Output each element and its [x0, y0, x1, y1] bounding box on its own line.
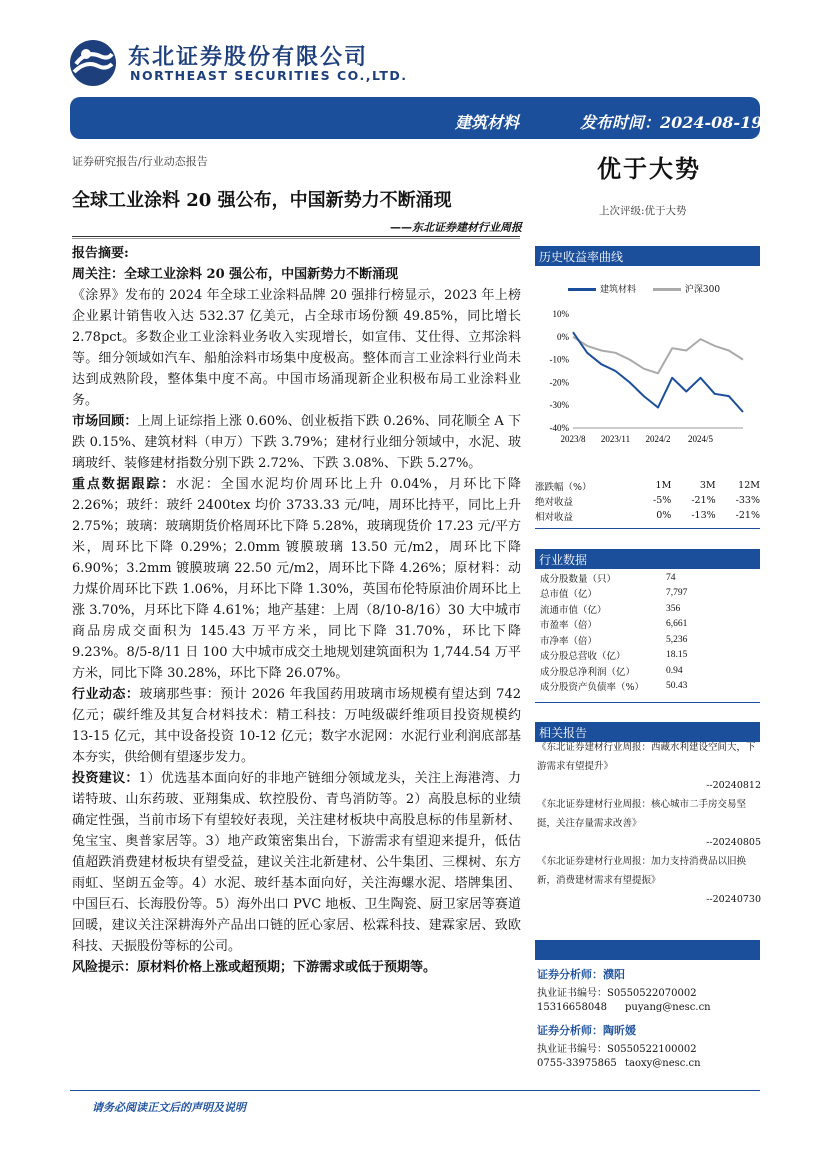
market-row	[540, 570, 687, 586]
legend-label-0: 建筑材料	[600, 285, 637, 295]
market-value: 18.15	[666, 650, 688, 661]
market-section-bar	[535, 549, 760, 569]
analyst-name: 证券分析师：濮阳	[537, 968, 625, 981]
para-text: 上周上证综指上涨 0.60%、创业板指下跌 0.26%、同花顺全 A 下跌 0.15%、建筑材料（申万）下跌 3.79%；建材行业细分领域中，水泥、玻璃玻纤、装修建材指数分别下跌 2.72%、下跌 3.08%、下跌 5.27%。	[72, 414, 521, 471]
related-report-link[interactable]: 《东北证券建材行业周报：加力支持消费品以旧换新，消费建材需求有望提振》	[537, 856, 747, 886]
perf-header: 3M	[699, 480, 716, 491]
para-text: 水泥：全国水泥均价周环比上升 0.04%，月环比下降 2.26%；玻纤：玻纤 2400tex 均价 3733.33 元/吨，周环比持平，同比上升 2.75%；玻璃：玻璃期货价格周环比下降 5.28%，玻璃现货价 17.23 元/平方米，周环比下降 0.29%；2.0mm 镀膜玻璃 13.50 元/m2，周环比下降 6.90%；3.2mm 镀膜玻璃 22.50 元/m2，周环比下降 4.26%；原材料：动力煤价周环比下跌 1.06%，月环比下降 1.30%，英国布伦特原油价周环比上涨 3.70%，月环比下降 4.61%；地产基建：上周（8/10-8/16）30 大中城市商品房成交面积为 145.43 万平方米，同比下降 31.70%，环比下降 9.23%。8/5-8/11 日 100 大中城市成交土地规划建筑面积为 1,744.54 万平方米，同比下降 30.28%，环比下降 26.07%。	[72, 477, 521, 681]
body-para-4	[72, 684, 521, 768]
market-data-table	[540, 570, 687, 694]
analyst-license: 执业证书编号：S0550522100002	[537, 1044, 697, 1055]
body-para-2	[72, 411, 521, 474]
related-report-date: --20240805	[706, 837, 761, 848]
para-head: 重点数据跟踪：	[72, 477, 177, 492]
market-label: 成分股数量（只）	[540, 573, 617, 585]
perf-row	[535, 493, 760, 508]
perf-cell: -33%	[735, 495, 760, 506]
market-label: 流通市值（亿）	[540, 604, 607, 616]
market-section-title: 行业数据	[539, 553, 588, 567]
report-body	[72, 264, 521, 978]
perf-header: 涨跌幅（%）	[535, 481, 592, 493]
market-row	[540, 632, 687, 648]
chart-legend	[568, 282, 720, 295]
report-subtitle: ——东北证券建材行业周报	[390, 221, 522, 234]
chart-section-bar	[535, 246, 760, 266]
chart-section-title: 历史收益率曲线	[539, 250, 624, 264]
return-chart	[535, 300, 760, 450]
para-head: 行业动态：	[72, 687, 140, 702]
summary-label: 报告摘要:	[72, 246, 129, 261]
perf-cell: -21%	[691, 495, 716, 506]
y-tick-label: -10%	[549, 354, 569, 365]
para-text: 玻璃那些事：预计 2026 年我国药用玻璃市场规模有望达到 742 亿元；碳纤维及其复合材料技术：精工科技：万吨级碳纤维项目投资规模约 13-15 亿元，其中设备投资 10-12 亿元；数字水泥网：水泥行业利润底部基本夯实，供给侧有望逐步发力。	[72, 687, 521, 765]
market-value: 356	[666, 603, 681, 614]
perf-header: 12M	[738, 480, 760, 491]
perf-cell: 相对收益	[535, 511, 574, 523]
body-para-1	[72, 285, 521, 411]
legend-label-1: 沪深300	[684, 285, 721, 295]
market-label: 成分股总净利润（亿）	[540, 666, 636, 678]
footer-rule	[70, 1090, 760, 1091]
market-label: 成分股资产负债率（%）	[540, 682, 645, 694]
body-para-6	[72, 957, 521, 978]
x-tick-label: 2023/8	[560, 434, 586, 444]
perf-rule	[535, 528, 760, 529]
analyst-phone: 0755-33975865	[537, 1058, 617, 1069]
reports-section-title: 相关报告	[539, 726, 588, 740]
related-report-link[interactable]: 《东北证券建材行业周报：核心城市二手房交易坚挺，关注存量需求改善》	[537, 799, 747, 829]
perf-cell: -5%	[653, 495, 672, 506]
perf-cell: -21%	[735, 510, 760, 521]
company-name-cn: 东北证券股份有限公司	[128, 45, 369, 70]
related-report-date: --20240812	[706, 780, 761, 791]
perf-header-row	[535, 478, 760, 493]
rating: 优于大势	[597, 154, 701, 183]
y-tick-label: -20%	[549, 377, 569, 388]
analyst-phone: 15316658048	[537, 1002, 607, 1013]
analyst-email[interactable]: taoxy@nesc.cn	[625, 1058, 701, 1069]
y-tick-label: 0%	[557, 331, 569, 342]
para-head: 投资建议：	[72, 771, 139, 786]
industry-label: 建筑材料	[455, 113, 520, 132]
y-tick-label: 10%	[552, 309, 569, 319]
market-value: 0.94	[666, 665, 683, 676]
market-label: 市净率（倍）	[540, 635, 598, 647]
market-label: 市盈率（倍）	[540, 620, 598, 632]
market-value: 74	[666, 572, 676, 583]
title-rule-secondary	[72, 238, 520, 239]
para-head: 周关注：全球工业涂料 20 强公布，中国新势力不断涌现	[72, 267, 399, 282]
body-para-3	[72, 474, 521, 684]
market-value: 50.43	[666, 681, 688, 692]
para-head: 市场回顾：	[72, 414, 138, 429]
company-logo-icon	[68, 38, 118, 88]
doc-type: 证券研究报告/行业动态报告	[72, 155, 208, 168]
y-tick-label: -30%	[549, 400, 569, 411]
analyst-license: 执业证书编号：S0550522070002	[537, 988, 697, 999]
para-text: 《涂界》发布的 2024 年全球工业涂料品牌 20 强排行榜显示，2023 年上榜企业累计销售收入达 532.37 亿美元，占全球市场份额 49.85%，同比增长 2.78pct。多数企业工业涂料业务收入实现增长，如宣伟、艾仕得、立邦涂料等。细分领域如汽车、船舶涂料市场集中度极高。整体而言工业涂料行业尚未达到成熟阶段，整体集中度不高。中国市场涌现新企业积极布局工业涂料业务。	[72, 288, 521, 408]
performance-table	[535, 478, 760, 523]
related-report-link[interactable]: 《东北证券建材行业周报：西藏水利建设空间大，下游需求有望提升》	[537, 742, 756, 772]
market-row	[540, 617, 687, 633]
para-text: 1）优选基本面向好的非地产链细分领域龙头，关注上海港湾、力诺特玻、山东药玻、亚翔集成、软控股份、青鸟消防等。2）高股息标的业绩确定性强，当前市场下有望较好表现，关注建材板块中高股息标的伟星新材、兔宝宝、奥普家居等。3）地产政策密集出台，下游需求有望迎来提升，低估值超跌消费建材板块有望受益，建议关注北新建材、公牛集团、三棵树、东方雨虹、坚朗五金等。4）水泥、玻纤基本面向好，关注海螺水泥、塔牌集团、中国巨石、长海股份等。5）海外出口 PVC 地板、卫生陶瓷、厨卫家居等赛道回暖，建议关注深耕海外产品出口链的匠心家居、松霖科技、建霖家居、致欧科技、天振股份等标的公司。	[72, 771, 521, 954]
market-rule	[535, 702, 760, 703]
market-row	[540, 663, 687, 679]
market-row	[540, 601, 687, 617]
market-label: 成分股总营收（亿）	[540, 651, 626, 663]
analyst-section-bar	[535, 940, 760, 960]
market-row	[540, 679, 687, 695]
x-tick-label: 2024/5	[687, 434, 714, 444]
y-tick-label: -40%	[549, 423, 569, 433]
series-line-1	[573, 337, 743, 374]
para-head: 风险提示：原材料价格上涨或超预期；下游需求或低于预期等。	[72, 960, 437, 975]
market-value: 5,236	[666, 634, 688, 645]
market-row	[540, 586, 687, 602]
report-title: 全球工业涂料 20 强公布，中国新势力不断涌现	[72, 190, 452, 211]
x-tick-label: 2023/11	[600, 434, 631, 444]
market-row	[540, 648, 687, 664]
perf-cell: -13%	[691, 510, 716, 521]
perf-header: 1M	[655, 480, 672, 491]
x-tick-label: 2024/2	[645, 434, 671, 444]
perf-row	[535, 508, 760, 523]
market-value: 7,797	[666, 588, 688, 599]
related-reports	[537, 738, 761, 909]
footer-disclaimer: 请务必阅读正文后的声明及说明	[92, 1101, 246, 1114]
related-report-date: --20240730	[706, 894, 761, 905]
company-name-en: NORTHEAST SECURITIES CO.,LTD.	[130, 68, 408, 83]
publish-date: 发布时间：2024-08-19	[580, 113, 763, 132]
market-label: 总市值（亿）	[540, 589, 598, 601]
market-value: 6,661	[666, 619, 688, 630]
analyst-name: 证券分析师：陶昕媛	[537, 1024, 636, 1037]
previous-rating: 上次评级:优于大势	[599, 205, 687, 217]
perf-cell: 绝对收益	[535, 496, 574, 508]
body-para-0	[72, 264, 521, 285]
perf-cell: 0%	[656, 510, 672, 521]
legend-swatch-0	[568, 288, 596, 291]
title-rule	[72, 236, 520, 237]
analyst-email[interactable]: puyang@nesc.cn	[625, 1002, 711, 1013]
body-para-5	[72, 768, 521, 957]
legend-swatch-1	[653, 288, 681, 291]
